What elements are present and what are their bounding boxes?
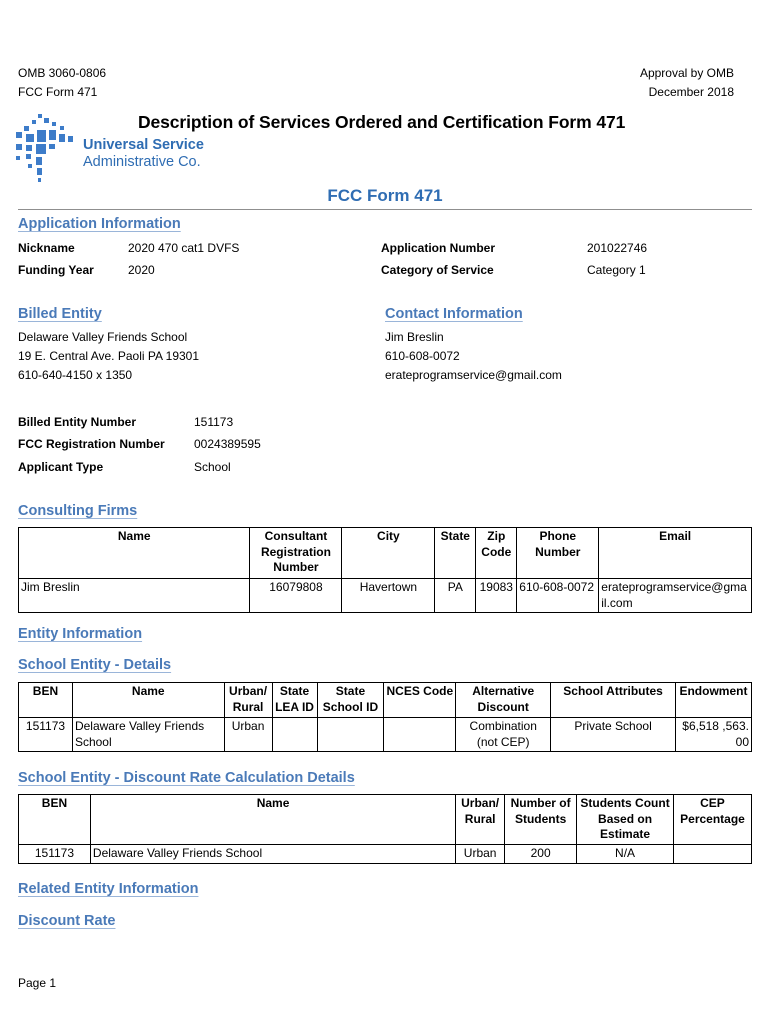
form-number: FCC Form 471: [18, 85, 98, 99]
school-details-table: [18, 682, 752, 752]
application-info-heading: Application Information: [18, 216, 181, 232]
applicant-type-label: Applicant Type: [18, 460, 104, 474]
billed-entity-heading: Billed Entity: [18, 306, 102, 322]
consultant-name: Jim Breslin: [19, 579, 250, 613]
col-attributes-header: School Attributes: [551, 683, 676, 718]
col-name-header: Name: [72, 683, 224, 718]
table-header-row: [19, 683, 752, 718]
school-alt-discount: Combination (not CEP): [456, 718, 551, 752]
ben-label: Billed Entity Number: [18, 415, 137, 429]
discount-urban-rural: Urban: [456, 845, 505, 864]
school-attributes: Private School: [551, 718, 676, 752]
col-state-header: State: [435, 528, 476, 579]
table-row: [19, 579, 752, 613]
col-endowment-header: Endowment: [675, 683, 751, 718]
discount-students: 200: [505, 845, 577, 864]
frn-value: 0024389595: [194, 437, 261, 451]
discount-rate-heading: Discount Rate: [18, 913, 116, 929]
usac-logo-text: [83, 137, 204, 171]
col-ben-header: BEN: [19, 795, 91, 845]
contact-info-heading: Contact Information: [385, 306, 523, 322]
consultant-zip: 19083: [476, 579, 517, 613]
billed-entity-address-block: [18, 328, 199, 385]
school-endowment: $6,518 ,563.00: [675, 718, 751, 752]
applicant-type-value: School: [194, 460, 231, 474]
table-header-row: [19, 528, 752, 579]
col-students-header: Number of Students: [505, 795, 577, 845]
omb-approval: Approval by OMB: [639, 66, 734, 80]
funding-year-label: Funding Year: [18, 263, 94, 277]
col-cep-header: CEP Percentage: [673, 795, 751, 845]
col-phone-header: Phone Number: [517, 528, 599, 579]
discount-calc-heading: School Entity - Discount Rate Calculation Details: [18, 770, 355, 786]
consultant-email: erateprogramservice@gmail.com: [599, 579, 752, 613]
col-estimate-header: Students Count Based on Estimate: [577, 795, 674, 845]
document-title: Description of Services Ordered and Certification Form 471: [138, 112, 626, 132]
col-city-header: City: [342, 528, 435, 579]
omb-number: OMB 3060-0806: [18, 66, 107, 80]
table-row: [19, 718, 752, 752]
col-email-header: Email: [599, 528, 752, 579]
billed-entity-name: Delaware Valley Friends School: [18, 330, 188, 344]
col-name-header: Name: [19, 528, 250, 579]
discount-calc-table: [18, 794, 752, 864]
col-state-lea-header: State LEA ID: [272, 683, 317, 718]
school-name: Delaware Valley Friends School: [72, 718, 224, 752]
funding-year-value: 2020: [128, 263, 155, 277]
page-number: Page 1: [18, 976, 57, 990]
col-urban-rural-header: Urban/ Rural: [224, 683, 272, 718]
col-ben-header: BEN: [19, 683, 73, 718]
form-header-left: [18, 64, 106, 102]
col-urban-rural-header: Urban/ Rural: [456, 795, 505, 845]
school-details-heading: School Entity - Details: [18, 657, 172, 673]
frn-label: FCC Registration Number: [18, 437, 165, 451]
consultant-phone: 610-608-0072: [517, 579, 599, 613]
category-label: Category of Service: [381, 263, 494, 277]
school-urban-rural: Urban: [224, 718, 272, 752]
col-zip-header: Zip Code: [476, 528, 517, 579]
billed-entity-address: 19 E. Central Ave. Paoli PA 19301: [18, 349, 200, 363]
form-date: December 2018: [648, 85, 734, 99]
application-number-label: Application Number: [381, 241, 496, 255]
nickname-value: 2020 470 cat1 DVFS: [128, 241, 240, 255]
contact-info-block: [385, 328, 562, 385]
entity-info-heading: Entity Information: [18, 626, 143, 642]
ben-value: 151173: [194, 415, 234, 429]
discount-ben: 151173: [19, 845, 91, 864]
school-nces: [384, 718, 456, 752]
form-title: FCC Form 471: [327, 186, 443, 205]
title-divider: [18, 209, 752, 210]
school-state-lea: [272, 718, 317, 752]
nickname-label: Nickname: [18, 241, 75, 255]
consulting-firms-table: [18, 527, 752, 613]
col-state-school-header: State School ID: [317, 683, 384, 718]
school-state-id: [317, 718, 384, 752]
billed-entity-phone: 610-640-4150 x 1350: [18, 368, 133, 382]
discount-cep: [673, 845, 751, 864]
contact-phone: 610-608-0072: [385, 349, 460, 363]
consultant-city: Havertown: [342, 579, 435, 613]
table-header-row: [19, 795, 752, 845]
form-header-right: [640, 64, 734, 102]
contact-name: Jim Breslin: [385, 330, 444, 344]
category-value: Category 1: [587, 263, 646, 277]
application-number-value: 201022746: [587, 241, 648, 255]
consulting-firms-heading: Consulting Firms: [18, 503, 138, 519]
col-alt-discount-header: Alternative Discount: [456, 683, 551, 718]
discount-name: Delaware Valley Friends School: [90, 845, 455, 864]
consultant-state: PA: [435, 579, 476, 613]
discount-estimate: N/A: [577, 845, 674, 864]
col-name-header: Name: [90, 795, 455, 845]
col-registration-header: Consultant Registration Number: [250, 528, 342, 579]
table-row: [19, 845, 752, 864]
logo-line-1: Universal Service: [83, 137, 204, 153]
usac-logo-icon: [14, 112, 80, 184]
contact-email: erateprogramservice@gmail.com: [385, 368, 562, 382]
col-nces-header: NCES Code: [384, 683, 456, 718]
related-entity-heading: Related Entity Information: [18, 881, 199, 897]
logo-line-2: Administrative Co.: [83, 154, 201, 170]
consultant-registration: 16079808: [250, 579, 342, 613]
school-ben: 151173: [19, 718, 73, 752]
